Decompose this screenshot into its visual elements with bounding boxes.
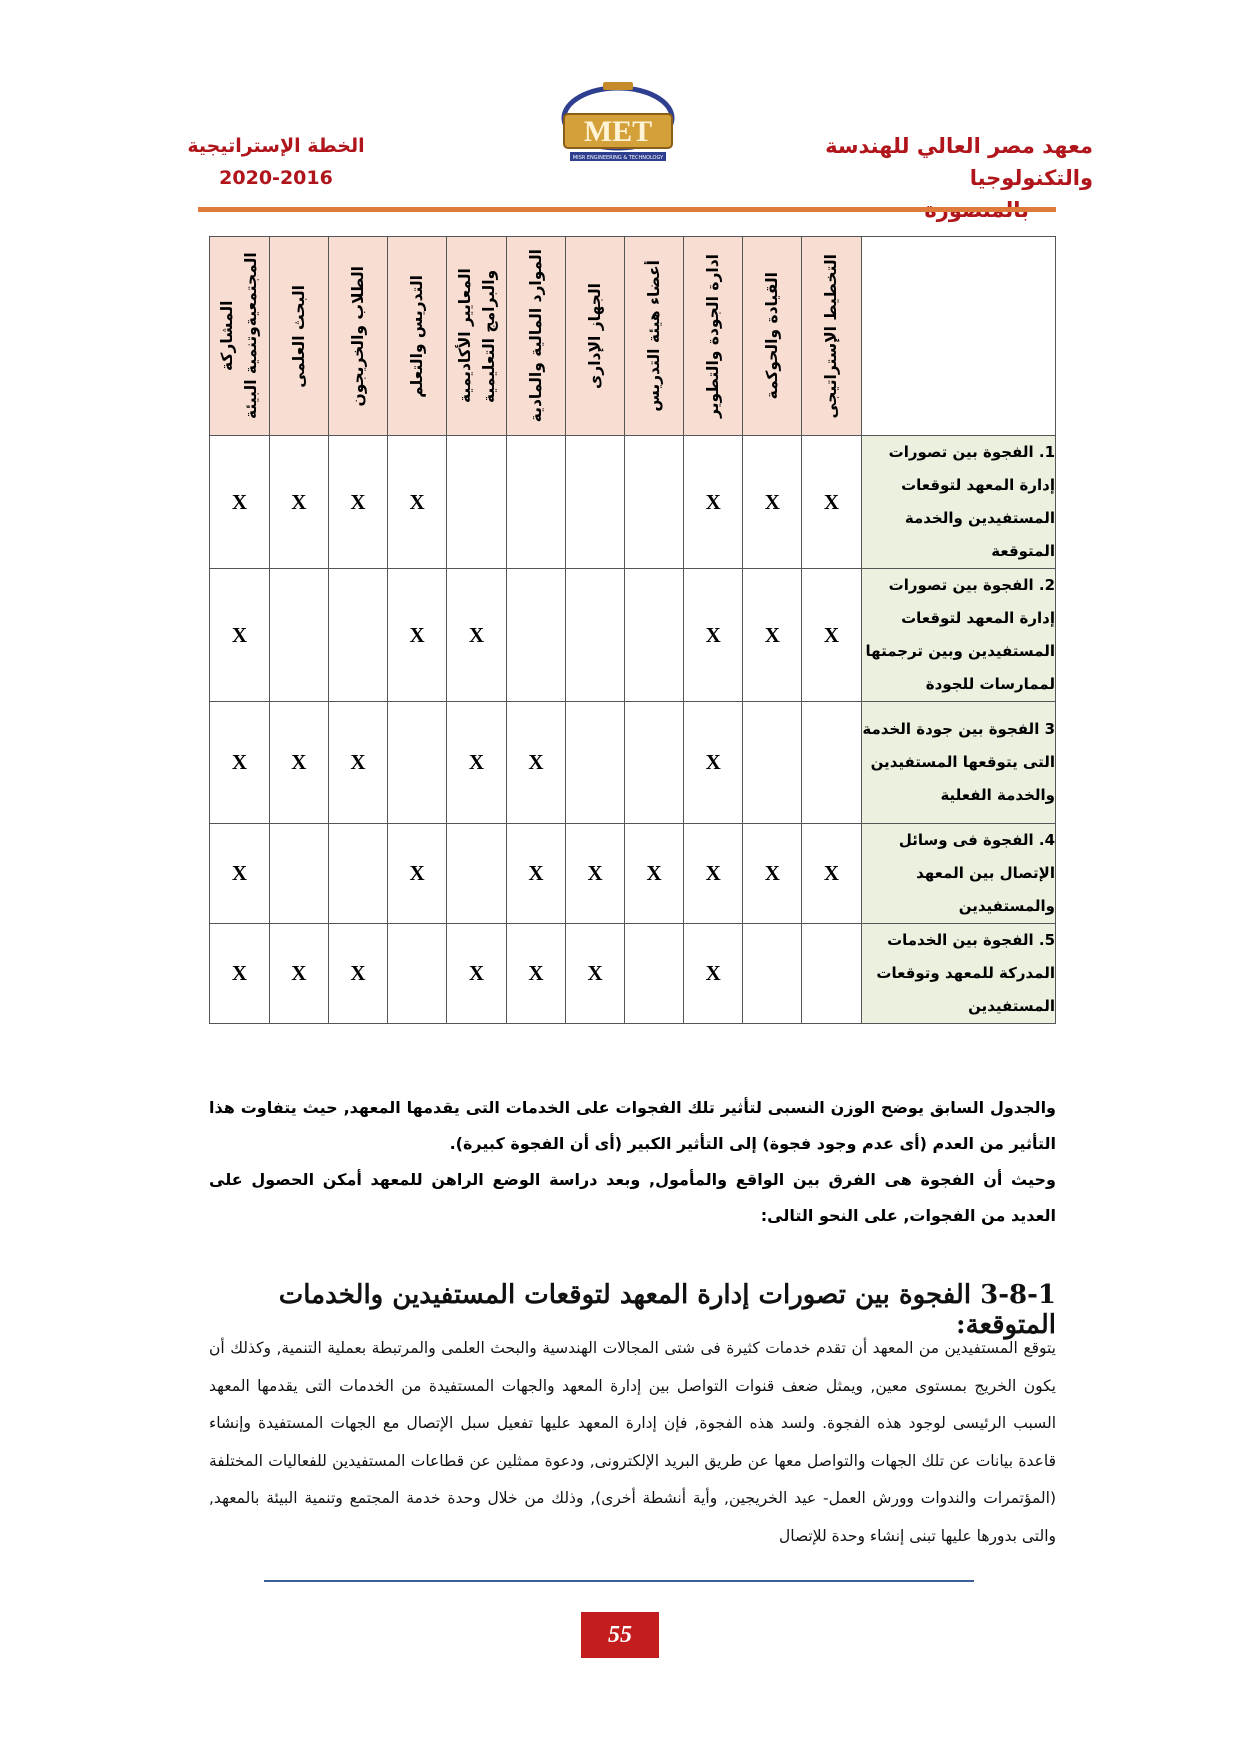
matrix-cell: X <box>210 569 270 702</box>
column-header: المعايير الأكاديمية والبرامج التعليمية <box>447 237 507 436</box>
table-row <box>210 436 1056 569</box>
matrix-cell: X <box>388 569 447 702</box>
matrix-cell: X <box>388 436 447 569</box>
logo-subtext: MISR ENGINEERING & TECHNOLOGY <box>572 155 664 161</box>
matrix-cell: X <box>328 924 387 1024</box>
column-header: البحث العلمى <box>269 237 328 436</box>
matrix-cell <box>802 702 861 824</box>
met-logo <box>548 80 688 172</box>
matrix-cell: X <box>328 702 387 824</box>
column-header: الموارد المالية والمادية <box>506 237 565 436</box>
header-rule <box>198 207 1056 212</box>
matrix-cell: X <box>684 702 743 824</box>
matrix-cell: X <box>506 924 565 1024</box>
plan-years: 2020-2016 <box>219 167 333 189</box>
table-corner-cell <box>861 237 1055 436</box>
matrix-cell: X <box>743 436 802 569</box>
matrix-cell <box>743 702 802 824</box>
table-row <box>210 702 1056 824</box>
column-header: أعضاء هيئة التدريس <box>625 237 684 436</box>
row-label: 2. الفجوة بين تصورات إدارة المعهد لتوقعات المستفيدين وبين ترجمتها لممارسات للجودة <box>861 569 1055 702</box>
matrix-cell <box>565 702 624 824</box>
matrix-cell <box>802 924 861 1024</box>
matrix-cell: X <box>447 924 507 1024</box>
table-row <box>210 569 1056 702</box>
column-header: ادارة الجودة والتطوير <box>684 237 743 436</box>
matrix-cell <box>388 702 447 824</box>
column-header: التخطيط الإستراتيجى <box>802 237 861 436</box>
table-row <box>210 824 1056 924</box>
matrix-cell: X <box>684 824 743 924</box>
column-header: الطلاب والخريجون <box>328 237 387 436</box>
column-header: القيادة والحوكمة <box>743 237 802 436</box>
matrix-cell <box>506 569 565 702</box>
matrix-cell <box>625 436 684 569</box>
matrix-cell: X <box>328 436 387 569</box>
row-label: 5. الفجوة بين الخدمات المدركة للمعهد وتوقعات المستفيدين <box>861 924 1055 1024</box>
matrix-cell <box>447 436 507 569</box>
matrix-cell: X <box>506 702 565 824</box>
table-row <box>210 924 1056 1024</box>
matrix-cell: X <box>743 824 802 924</box>
paragraph-gap-definition: وحيث أن الفجوة هى الفرق بين الواقع والمأمول, وبعد دراسة الوضع الراهن للمعهد أمكن الحصول على العديد من الفجوات, على النحو التالى: <box>209 1170 1056 1225</box>
matrix-cell: X <box>210 924 270 1024</box>
logo-text: MET <box>583 115 653 148</box>
paragraph-relative-weight: والجدول السابق يوضح الوزن النسبى لتأثير تلك الفجوات على الخدمات التى يقدمها المعهد, حيث يتفاوت هذا التأثير من العدم (أى عدم وجود فجوة) إلى التأثير الكبير (أى أن الفجوة كبيرة). <box>209 1098 1056 1153</box>
matrix-cell <box>743 924 802 1024</box>
matrix-cell: X <box>684 436 743 569</box>
plan-title-block <box>176 130 376 194</box>
matrix-cell: X <box>684 924 743 1024</box>
matrix-cell: X <box>210 702 270 824</box>
page-number: 55 <box>581 1612 659 1658</box>
matrix-cell <box>447 824 507 924</box>
matrix-cell: X <box>269 702 328 824</box>
footer-rule <box>264 1580 974 1582</box>
matrix-cell <box>565 569 624 702</box>
matrix-cell: X <box>802 824 861 924</box>
matrix-cell: X <box>447 569 507 702</box>
matrix-cell: X <box>269 436 328 569</box>
matrix-cell: X <box>625 824 684 924</box>
plan-title: الخطة الإستراتيجية <box>187 135 365 157</box>
matrix-cell <box>506 436 565 569</box>
matrix-cell: X <box>506 824 565 924</box>
matrix-cell <box>625 924 684 1024</box>
column-header: الجهاز الإدارى <box>565 237 624 436</box>
matrix-cell: X <box>210 436 270 569</box>
institute-name-line1: معهد مصر العالي للهندسة والتكنولوجيا <box>825 134 1093 190</box>
matrix-cell <box>328 569 387 702</box>
matrix-cell: X <box>802 436 861 569</box>
row-label: 3 الفجوة بين جودة الخدمة التى يتوقعها المستفيدين والخدمة الفعلية <box>861 702 1055 824</box>
matrix-cell: X <box>210 824 270 924</box>
row-label: 4. الفجوة فى وسائل الإتصال بين المعهد والمستفيدين <box>861 824 1055 924</box>
matrix-cell <box>269 824 328 924</box>
column-header: التدريس والتعلم <box>388 237 447 436</box>
section-heading: 3-8-1 الفجوة بين تصورات إدارة المعهد لتوقعات المستفيدين والخدمات المتوقعة: <box>278 1280 1056 1340</box>
matrix-cell: X <box>447 702 507 824</box>
table-header-row <box>210 237 1056 436</box>
matrix-cell: X <box>684 569 743 702</box>
section-body: يتوقع المستفيدين من المعهد أن تقدم خدمات كثيرة فى شتى المجالات الهندسية والبحث العلمى والمرتبطة بعملية التنمية, وكذلك أن يكون الخريج بمستوى معين, ويمثل ضعف قنوات التواصل بين إدارة المعهد والجهات المستفيدة من الخدمات التى يقدمها المعهد السبب الرئيسى لوجود هذه الفجوة. ولسد هذه الفجوة, فإن إدارة المعهد عليها تفعيل سبل الإتصال مع الجهات المستفيدة وإنشاء قاعدة بيانات عن تلك الجهات والتواصل معها عن طريق البريد الإلكترونى, ودعوة ممثلين عن قطاعات المستفيدين للفعاليات المختلفة (المؤتمرات والندوات وورش العمل- عيد الخريجين, وأية أنشطة أخرى), وذلك من خلال وحدة خدمة المجتمع وتنمية البيئة بالمعهد, والتى بدورها عليها تبنى إنشاء وحدة للإتصال <box>209 1339 1056 1545</box>
matrix-cell <box>565 436 624 569</box>
gap-matrix-table <box>209 236 1056 1024</box>
matrix-cell <box>328 824 387 924</box>
matrix-cell <box>269 569 328 702</box>
matrix-cell: X <box>269 924 328 1024</box>
matrix-cell: X <box>802 569 861 702</box>
row-label: 1. الفجوة بين تصورات إدارة المعهد لتوقعات المستفيدين والخدمة المتوقعة <box>861 436 1055 569</box>
matrix-cell: X <box>743 569 802 702</box>
matrix-cell: X <box>565 924 624 1024</box>
matrix-cell <box>625 569 684 702</box>
matrix-cell: X <box>388 824 447 924</box>
matrix-cell <box>388 924 447 1024</box>
matrix-cell <box>625 702 684 824</box>
column-header: المشاركة المجتمعيةوتنمية البيئة <box>210 237 270 436</box>
matrix-cell: X <box>565 824 624 924</box>
